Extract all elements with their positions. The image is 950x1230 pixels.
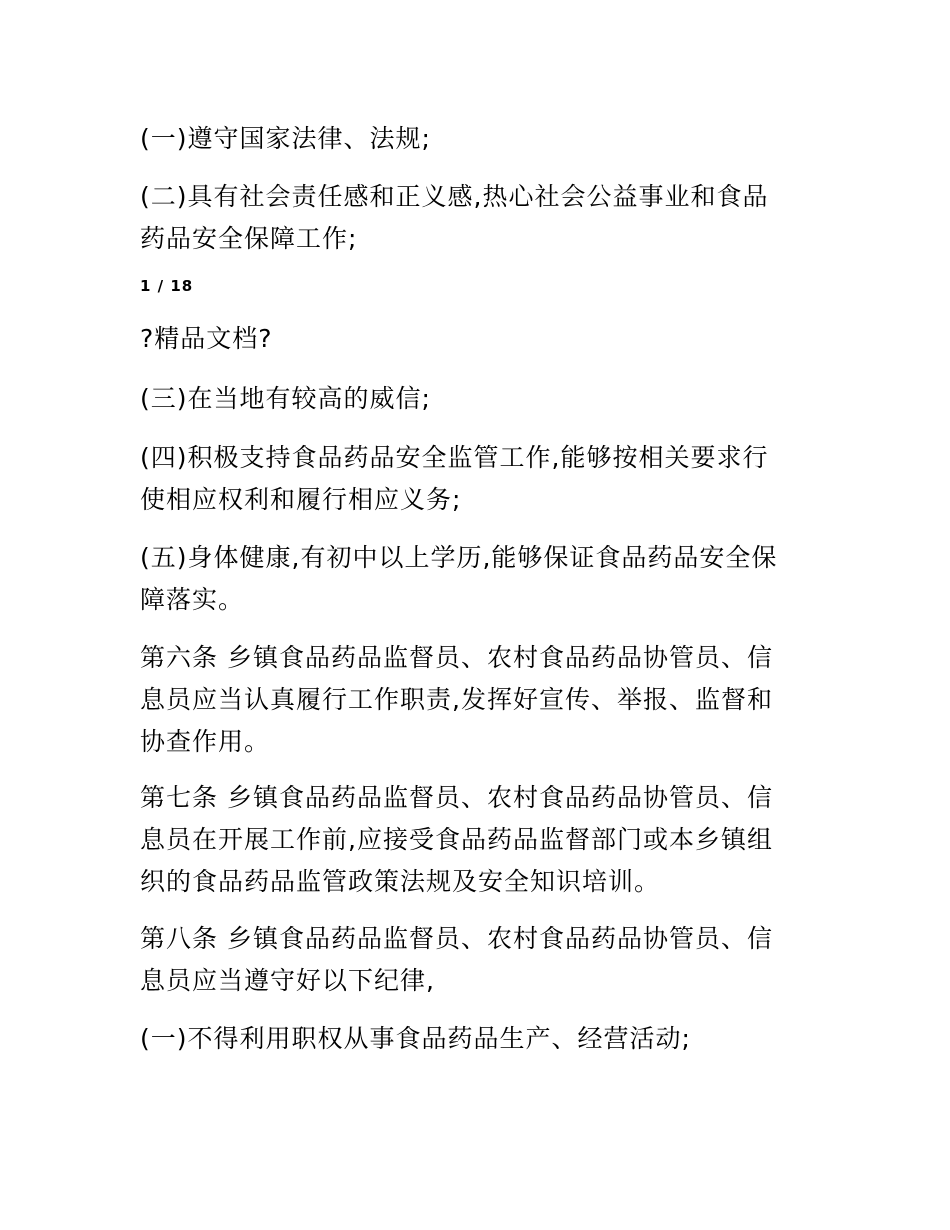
text-line: ?精品文档? [140,324,273,353]
text-line: 息员应当遵守好以下纪律, [140,966,435,995]
text-line: 第八条 乡镇食品药品监督员、农村食品药品协管员、信 [140,924,773,953]
text-line: (五)身体健康,有初中以上学历,能够保证食品药品安全保 [140,543,778,572]
text-line: 织的食品药品监管政策法规及安全知识培训。 [140,867,661,896]
text-line: (一)不得利用职权从事食品药品生产、经营活动; [140,1024,691,1053]
text-line: (二)具有社会责任感和正义感,热心社会公益事业和食品 [140,182,769,211]
paragraph-clause-3 [140,378,810,420]
text-line: 协查作用。 [140,727,271,756]
text-line: (四)积极支持食品药品安全监管工作,能够按相关要求行 [140,443,769,472]
document-header-text [140,318,810,360]
article-8 [140,918,810,1002]
text-line: (一)遵守国家法律、法规; [140,124,431,153]
text-line: (三)在当地有较高的威信; [140,384,431,413]
paragraph-article-8-clause-1 [140,1018,810,1060]
text-line: 第六条 乡镇食品药品监督员、农村食品药品协管员、信 [140,643,773,672]
text-line: 息员应当认真履行工作职责,发挥好宣传、举报、监督和 [140,685,773,714]
paragraph-clause-1 [140,118,810,160]
paragraph-clause-2 [140,176,810,260]
text-line: 息员在开展工作前,应接受食品药品监督部门或本乡镇组 [140,825,773,854]
paragraph-clause-4 [140,437,810,521]
paragraph-clause-5 [140,537,810,621]
text-line: 使相应权利和履行相应义务; [140,485,462,514]
text-line: 第七条 乡镇食品药品监督员、农村食品药品协管员、信 [140,783,773,812]
article-6 [140,637,810,763]
text-line: 障落实。 [140,585,245,614]
article-7 [140,777,810,903]
text-line: 药品安全保障工作; [140,224,358,253]
page-number: 1 / 18 [140,277,194,295]
